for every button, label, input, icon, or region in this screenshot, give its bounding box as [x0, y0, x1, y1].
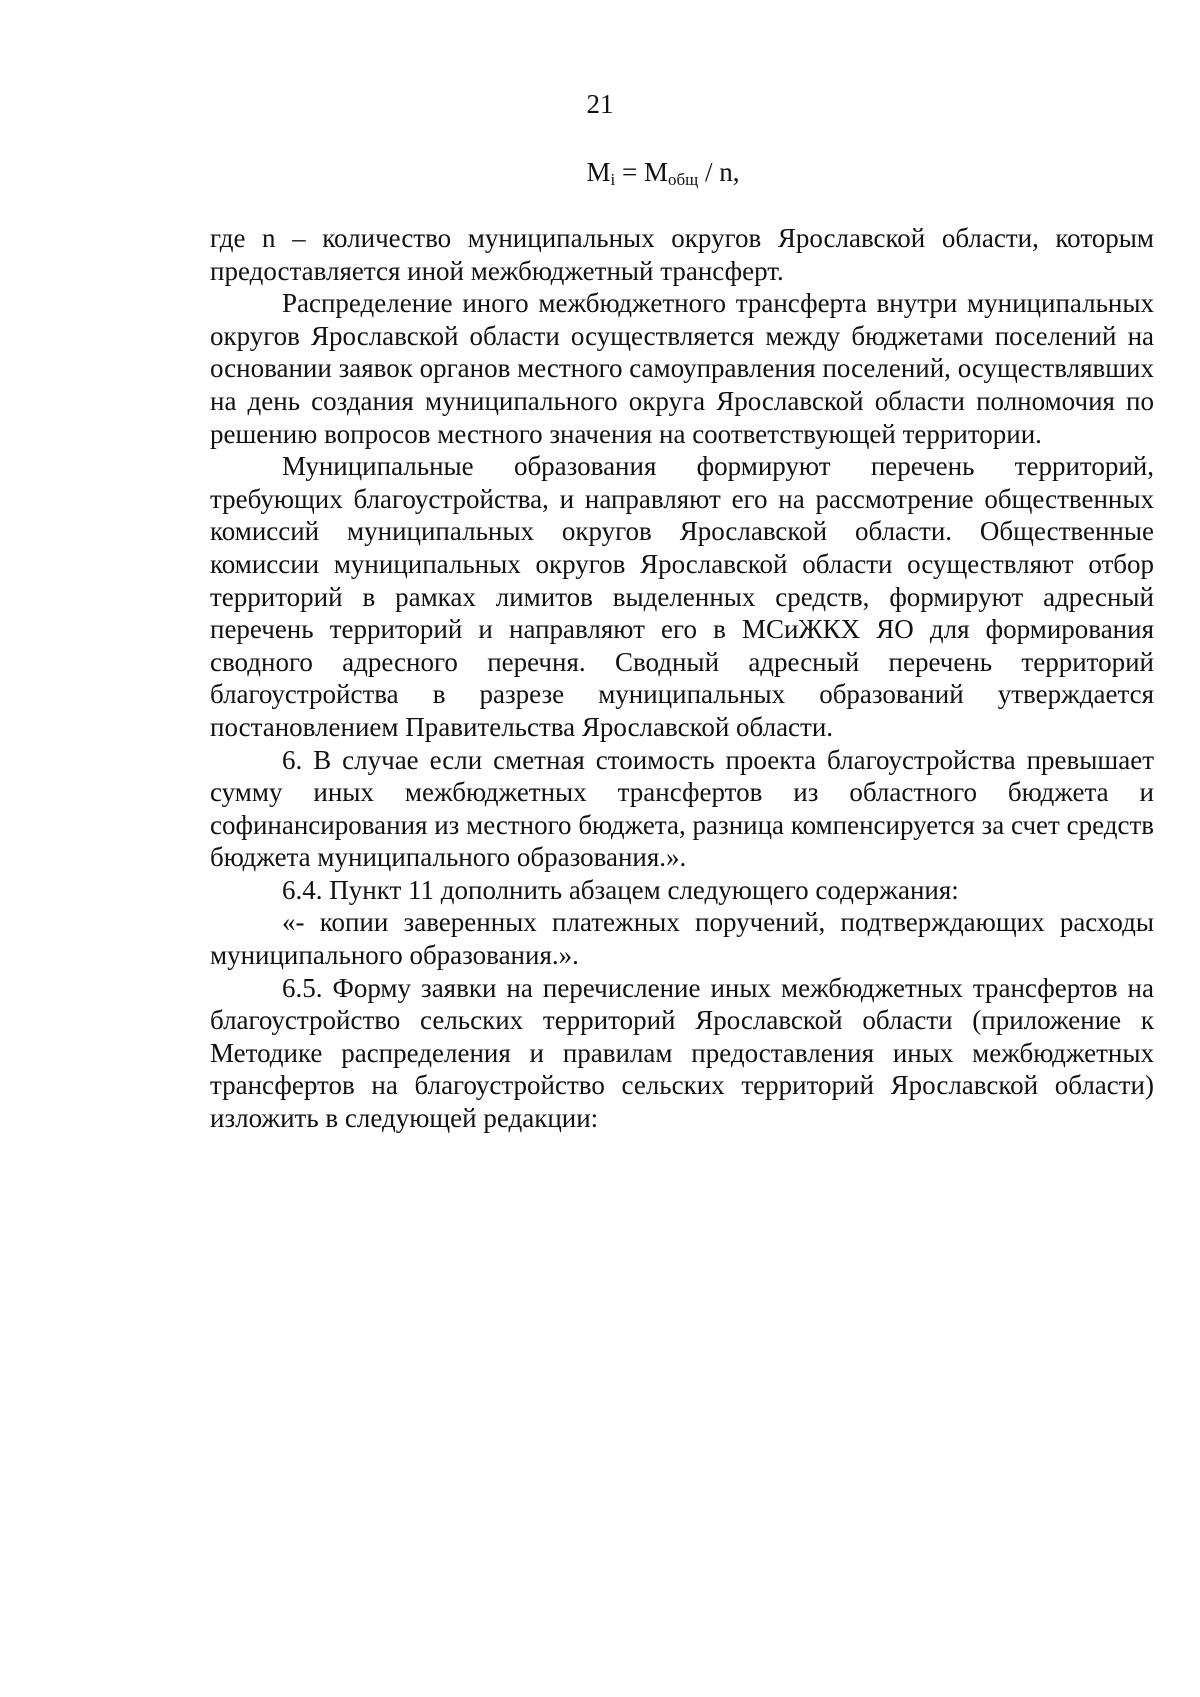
body-text — [210, 222, 1154, 1135]
paragraph-item-6-4: 6.4. Пункт 11 дополнить абзацем следующего содержания: — [282, 874, 959, 905]
paragraph-item-6-5: 6.5. Форму заявки на перечисление иных межбюджетных трансфертов на благоустройство сельских территорий Ярославской области (приложение к Методике распределения и правилам предоставления иных межбюджетных трансфертов на благоустройство сельских территорий Ярославской области) изложить в следующей редакции: — [210, 972, 1154, 1134]
formula-m: M — [586, 157, 611, 187]
paragraph-distribution: Распределение иного межбюджетного трансферта внутри муниципальных округов Ярославской области осуществляется между бюджетами поселений на основании заявок органов местного самоуправления поселений, осуществлявших на день создания муниципального округа Ярославской области полномочия по решению вопросов местного значения на соответствующей территории. — [210, 288, 1154, 449]
formula-equals-m: = M — [615, 157, 668, 187]
page-number: 21 — [586, 89, 614, 119]
formula-subscript-i: i — [610, 170, 616, 189]
formula-tail: / n, — [698, 157, 740, 187]
paragraph-definition-n: где n – количество муниципальных округов Ярославской области, которым предоставляется иной межбюджетный трансферт. — [210, 223, 1154, 286]
paragraph-quote-payment-orders: «- копии заверенных платежных поручений, подтверждающих расходы муниципального образования.». — [210, 907, 1154, 971]
formula — [0, 156, 1200, 188]
paragraph-item-6: 6. В случае если сметная стоимость проекта благоустройства превышает сумму иных межбюджетных трансфертов из областного бюджета и софинансирования из местного бюджета, разница компенсируется за счет средств бюджета муниципального образования.». — [210, 744, 1154, 873]
paragraph-territory-list: Муниципальные образования формируют перечень территорий, требующих благоустройства, и направляют его на рассмотрение общественных комиссий муниципальных округов Ярославской области. Общественные комиссии муниципальных округов Ярославской области осуществляют отбор территорий в рамках лимитов выделенных средств, формируют адресный перечень территорий и направляют его в МСиЖКХ ЯО для формирования сводного адресного перечня. Сводный адресный перечень территорий благоустройства в разрезе муниципальных образований утверждается постановлением Правительства Ярославской области. — [210, 451, 1154, 742]
formula-subscript-total: общ — [667, 170, 699, 189]
